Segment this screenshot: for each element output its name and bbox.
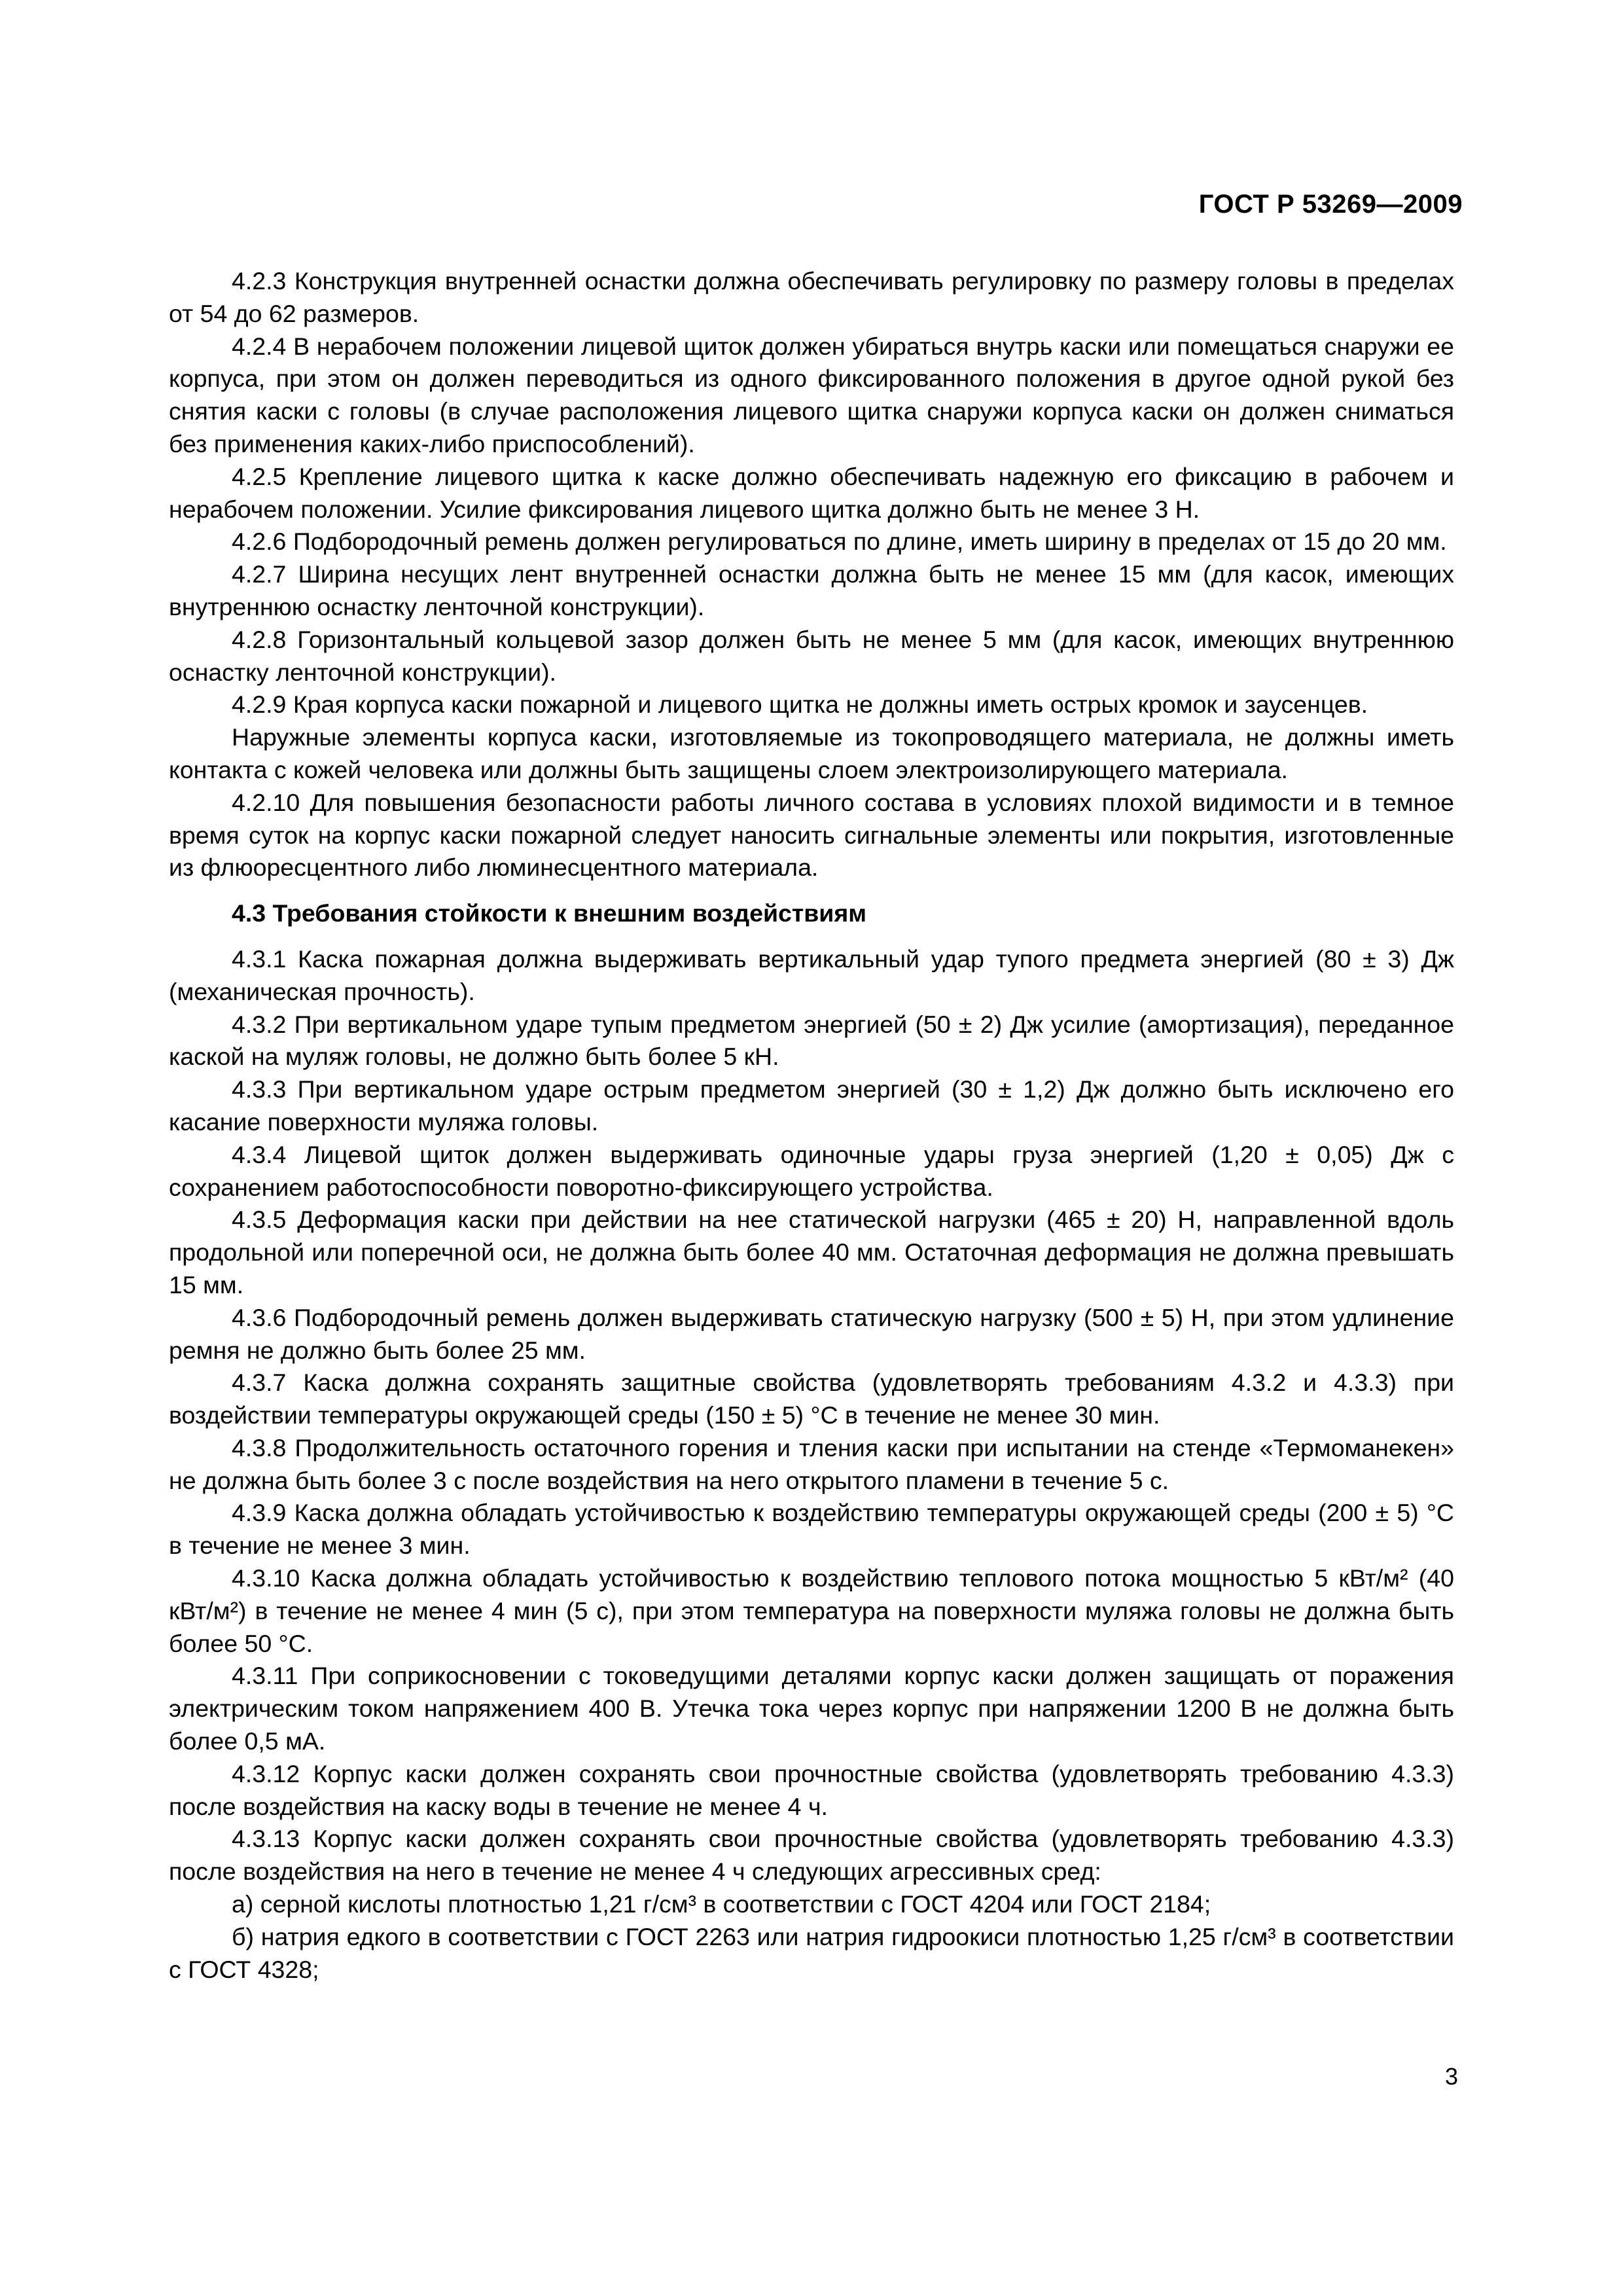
paragraph: Наружные элементы корпуса каски, изготовляемые из токопроводящего материала, не должны иметь контакта с кожей человека или должны быть защищены слоем электроизолирующего материала. — [169, 723, 1454, 783]
paragraph: 4.3.4 Лицевой щиток должен выдерживать одиночные удары груза энергией (1,20 ± 0,05) Дж с сохранением работоспособности поворотно-фиксирующего устройства. — [169, 1140, 1454, 1201]
paragraph: 4.3.6 Подбородочный ремень должен выдерживать статическую нагрузку (500 ± 5) Н, при этом удлинение ремня не должно быть более 25 мм. — [169, 1303, 1454, 1364]
page-number: 3 — [1444, 2063, 1458, 2090]
document-header: ГОСТ Р 53269—2009 — [1198, 190, 1463, 219]
paragraph: 4.2.4 В нерабочем положении лицевой щиток должен убираться внутрь каски или помещаться снаружи ее корпуса, при этом он должен переводиться из одного фиксированного положения в другое одной рукой без снятия каски с головы (в случае расположения лицевого щитка снаружи корпуса каски он должен сниматься без применения каких-либо приспособлений). — [169, 332, 1454, 457]
paragraph: 4.2.7 Ширина несущих лент внутренней оснастки должна быть не менее 15 мм (для касок, имеющих внутреннюю оснастку ленточной конструкции). — [169, 560, 1454, 620]
paragraph: 4.2.5 Крепление лицевого щитка к каске должно обеспечивать надежную его фиксацию в рабочем и нерабочем положении. Усилие фиксирования лицевого щитка должно быть не менее 3 Н. — [169, 462, 1454, 523]
section-title: 4.3 Требования стойкости к внешним воздействиям — [232, 899, 866, 927]
list-item: б) натрия едкого в соответствии с ГОСТ 2263 или натрия гидроокиси плотностью 1,25 г/см³ в соответствии с ГОСТ 4328; — [169, 1922, 1454, 1983]
paragraph: 4.2.8 Горизонтальный кольцевой зазор должен быть не менее 5 мм (для касок, имеющих внутреннюю оснастку ленточной конструкции). — [169, 625, 1454, 686]
paragraph: 4.3.10 Каска должна обладать устойчивостью к воздействию теплового потока мощностью 5 кВт/м² (40 кВт/м²) в течение не менее 4 мин (5 с), при этом температура на поверхности муляжа головы не должна быть более 50 °С. — [169, 1564, 1454, 1657]
paragraph: 4.3.5 Деформация каски при действии на нее статической нагрузки (465 ± 20) Н, направленной вдоль продольной или поперечной оси, не должна быть более 40 мм. Остаточная деформация не должна превышать 15 мм. — [169, 1206, 1454, 1299]
document-body — [169, 265, 1454, 1986]
paragraph: 4.3.3 При вертикальном ударе острым предметом энергией (30 ± 1,2) Дж должно быть исключено его касание поверхности муляжа головы. — [169, 1075, 1454, 1136]
paragraph: 4.3.7 Каска должна сохранять защитные свойства (удовлетворять требованиям 4.3.2 и 4.3.3) при воздействии температуры окружающей среды (150 ± 5) °С в течение не менее 30 мин. — [169, 1369, 1454, 1429]
list-item: а) серной кислоты плотностью 1,21 г/см³ в соответствии с ГОСТ 4204 или ГОСТ 2184; — [232, 1890, 1211, 1918]
paragraph: 4.2.9 Края корпуса каски пожарной и лицевого щитка не должны иметь острых кромок и заусенцев. — [232, 691, 1368, 719]
paragraph: 4.2.10 Для повышения безопасности работы личного состава в условиях плохой видимости и в темное время суток на корпус каски пожарной следует наносить сигнальные элементы или покрытия, изготовленные из флюоресцентного либо люминесцентного материала. — [169, 788, 1454, 882]
paragraph: 4.3.11 При соприкосновении с токоведущими деталями корпус каски должен защищать от поражения электрическим током напряжением 400 В. Утечка тока через корпус при напряжении 1200 В не должна быть более 0,5 мА. — [169, 1662, 1454, 1755]
paragraph: 4.3.12 Корпус каски должен сохранять свои прочностные свойства (удовлетворять требованию 4.3.3) после воздействия на каску воды в течение не менее 4 ч. — [169, 1759, 1454, 1820]
paragraph: 4.3.1 Каска пожарная должна выдерживать вертикальный удар тупого предмета энергией (80 ± 3) Дж (механическая прочность). — [169, 944, 1454, 1005]
paragraph: 4.3.13 Корпус каски должен сохранять свои прочностные свойства (удовлетворять требованию 4.3.3) после воздействия на него в течение не менее 4 ч следующих агрессивных сред: — [169, 1825, 1454, 1886]
paragraph: 4.2.6 Подбородочный ремень должен регулироваться по длине, иметь ширину в пределах от 15 до 20 мм. — [232, 528, 1447, 556]
paragraph: 4.3.2 При вертикальном ударе тупым предметом энергией (50 ± 2) Дж усилие (амортизация), переданное каской на муляж головы, не должно быть более 5 кН. — [169, 1010, 1454, 1071]
paragraph: 4.3.9 Каска должна обладать устойчивостью к воздействию температуры окружающей среды (200 ± 5) °С в течение не менее 3 мин. — [169, 1499, 1454, 1560]
paragraph: 4.3.8 Продолжительность остаточного горения и тления каски при испытании на стенде «Термоманекен» не должна быть более 3 с после воздействия на него открытого пламени в течение 5 с. — [169, 1433, 1454, 1494]
paragraph: 4.2.3 Конструкция внутренней оснастки должна обеспечивать регулировку по размеру головы в пределах от 54 до 62 размеров. — [169, 267, 1454, 327]
